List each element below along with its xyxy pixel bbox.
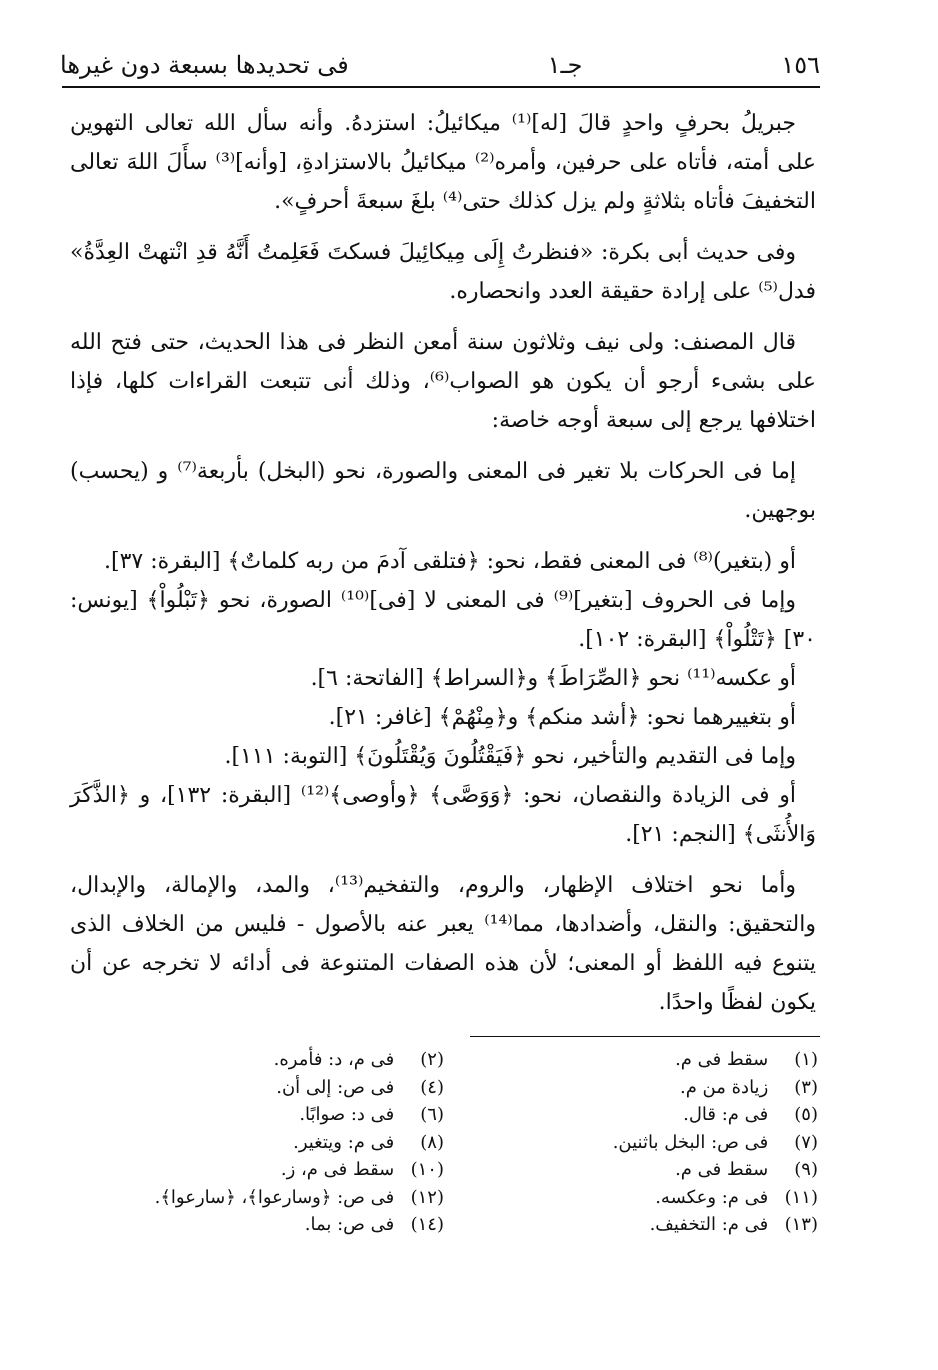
footnote-text: فى م: التخفيف. — [649, 1214, 769, 1235]
footnote-number: (٣) — [794, 1076, 818, 1098]
paragraph: وفى حديث أبى بكرة: «فنظرتُ إِلَى مِيكائِيلَ فسكتَ فَعَلِمتُ أَنَّهُ قدِ انْتهتْ العِدَّةُ» فدل⁽⁵⁾ على إرادة حقيقة العدد وانحصاره. — [70, 240, 816, 304]
footnote-text: سقط فى م، ز. — [280, 1159, 395, 1180]
footnote-number: (٢) — [420, 1049, 444, 1070]
footnote-number: (١٣) — [784, 1214, 818, 1235]
paragraph: وإما فى الحروف [بتغير]⁽⁹⁾ فى المعنى لا [فى]⁽¹⁰⁾ الصورة، نحو ﴿تَبْلُواْ﴾ [يونس: ٣٠] ﴿تَتْلُواْ﴾ [البقرة: ١٠٢]. — [70, 588, 816, 652]
footnote-number: (١٤) — [410, 1214, 444, 1235]
paragraph: أو (بتغير)⁽⁸⁾ فى المعنى فقط، نحو: ﴿فتلقى آدمَ من ربه كلماتٌ﴾ [البقرة: ٣٧]. — [104, 549, 796, 574]
footnote-text: سقط فى م. — [675, 1049, 769, 1070]
footnote — [484, 1211, 818, 1239]
footnote-number: (٨) — [420, 1131, 444, 1153]
paragraph: إما فى الحركات بلا تغير فى المعنى والصورة، نحو (البخل) بأربعة⁽⁷⁾ و (يحسب) بوجهين. — [70, 459, 816, 523]
paragraph: أو بتغييرهما نحو: ﴿أشد منكم﴾ و﴿مِنْهُمْ﴾ [غافر: ٢١]. — [328, 705, 796, 730]
header-rule — [62, 86, 820, 88]
footnote-text: فى د: صوابًا. — [299, 1104, 395, 1125]
paragraph: قال المصنف: ولى نيف وثلاثون سنة أمعن النظر فى هذا الحديث، حتى فتح الله على بشىء أرجو أن يكون هو الصواب⁽⁶⁾، وذلك أنى تتبعت القراءات كلها، فإذا اختلافها يرجع إلى سبعة أوجه خاصة: — [70, 330, 817, 433]
footnote-number: (١١) — [784, 1186, 818, 1208]
footnote — [484, 1046, 818, 1074]
footnote — [484, 1129, 818, 1157]
footnote-number: (٦) — [420, 1104, 444, 1125]
volume-label: جـ١ — [547, 51, 583, 79]
footnote-number: (٥) — [794, 1104, 818, 1125]
footnote-text: فى ص: البخل باثنين. — [612, 1131, 769, 1153]
page-number: ١٥٦ — [781, 51, 820, 79]
footnote — [484, 1156, 818, 1184]
footnote-number: (١) — [794, 1049, 818, 1070]
footnote-text: سقط فى م. — [675, 1159, 769, 1180]
footnote-text: فى ص: ﴿وسارعوا﴾، ﴿سارعوا﴾. — [154, 1186, 395, 1208]
footnote-text: فى م: ويتغير. — [293, 1131, 395, 1153]
footnote — [110, 1129, 444, 1157]
footnote-text: فى م: وعكسه. — [655, 1186, 769, 1208]
running-title: فى تحديدها بسبعة دون غيرها — [60, 51, 349, 79]
footnote-text: فى ص: بما. — [304, 1214, 395, 1235]
footnote-number: (٩) — [794, 1159, 818, 1180]
footnote-number: (١٠) — [410, 1159, 444, 1180]
paragraph: وأما نحو اختلاف الإظهار، والروم، والتفخيم⁽¹³⁾، والمد، والإمالة، والإبدال، والتحقيق: والنقل، وأضدادها، مما⁽¹⁴⁾ يعبر عنه بالأصول - فليس من الخلاف الذى يتنوع فيه اللفظ أو المعنى؛ لأن هذه الصفات المتنوعة فى أدائه لا تخرجه عن أن يكون لفظًا واحدًا. — [70, 873, 816, 1015]
footnote — [110, 1101, 444, 1129]
main-text — [70, 104, 816, 1034]
footnote-number: (٧) — [794, 1131, 818, 1153]
footnote-text: زيادة من م. — [679, 1076, 769, 1098]
footnote — [484, 1101, 818, 1129]
footnote — [110, 1156, 444, 1184]
footnote-rule — [470, 1036, 820, 1037]
footnote — [484, 1074, 818, 1102]
footnote-number: (١٢) — [410, 1186, 444, 1208]
footnote-text: فى م، د: فأمره. — [273, 1049, 395, 1070]
footnote — [110, 1211, 444, 1239]
footnote-number: (٤) — [420, 1076, 444, 1098]
paragraph: أو فى الزيادة والنقصان، نحو: ﴿وَوَصَّى﴾ ﴿وأوصى﴾⁽¹²⁾ [البقرة: ١٣٢]، و ﴿الذَّكَرَ وَالأُنثَى﴾ [النجم: ٢١]. — [70, 783, 816, 847]
footnote — [110, 1046, 444, 1074]
footnote-text: فى م: قال. — [683, 1104, 769, 1125]
footnotes — [110, 1046, 818, 1239]
paragraph: جبريلُ بحرفٍ واحدٍ قالَ [له]⁽¹⁾ ميكائيلُ: استزدهُ. وأنه سأل الله تعالى التهوين على أمته، فأتاه على حرفين، وأمره⁽²⁾ ميكائيلُ بالاستزادةِ، [وأنه]⁽³⁾ سأَلَ اللهَ تعالى التخفيفَ فأتاه بثلاثةٍ ولم يزل كذلك حتى⁽⁴⁾ بلغَ سبعةَ أحرفٍ». — [70, 111, 816, 214]
footnote-text: فى ص: إلى أن. — [276, 1076, 395, 1098]
footnote — [110, 1184, 444, 1212]
paragraph: أو عكسه⁽¹¹⁾ نحو ﴿الصِّرَاطَ﴾ و﴿السراط﴾ [الفاتحة: ٦]. — [310, 666, 796, 691]
paragraph: وإما فى التقديم والتأخير، نحو ﴿فَيَقْتُلُونَ وَيُقْتَلُونَ﴾ [التوبة: ١١١]. — [224, 744, 796, 769]
footnote — [110, 1074, 444, 1102]
footnote — [484, 1184, 818, 1212]
page-header — [60, 48, 820, 82]
